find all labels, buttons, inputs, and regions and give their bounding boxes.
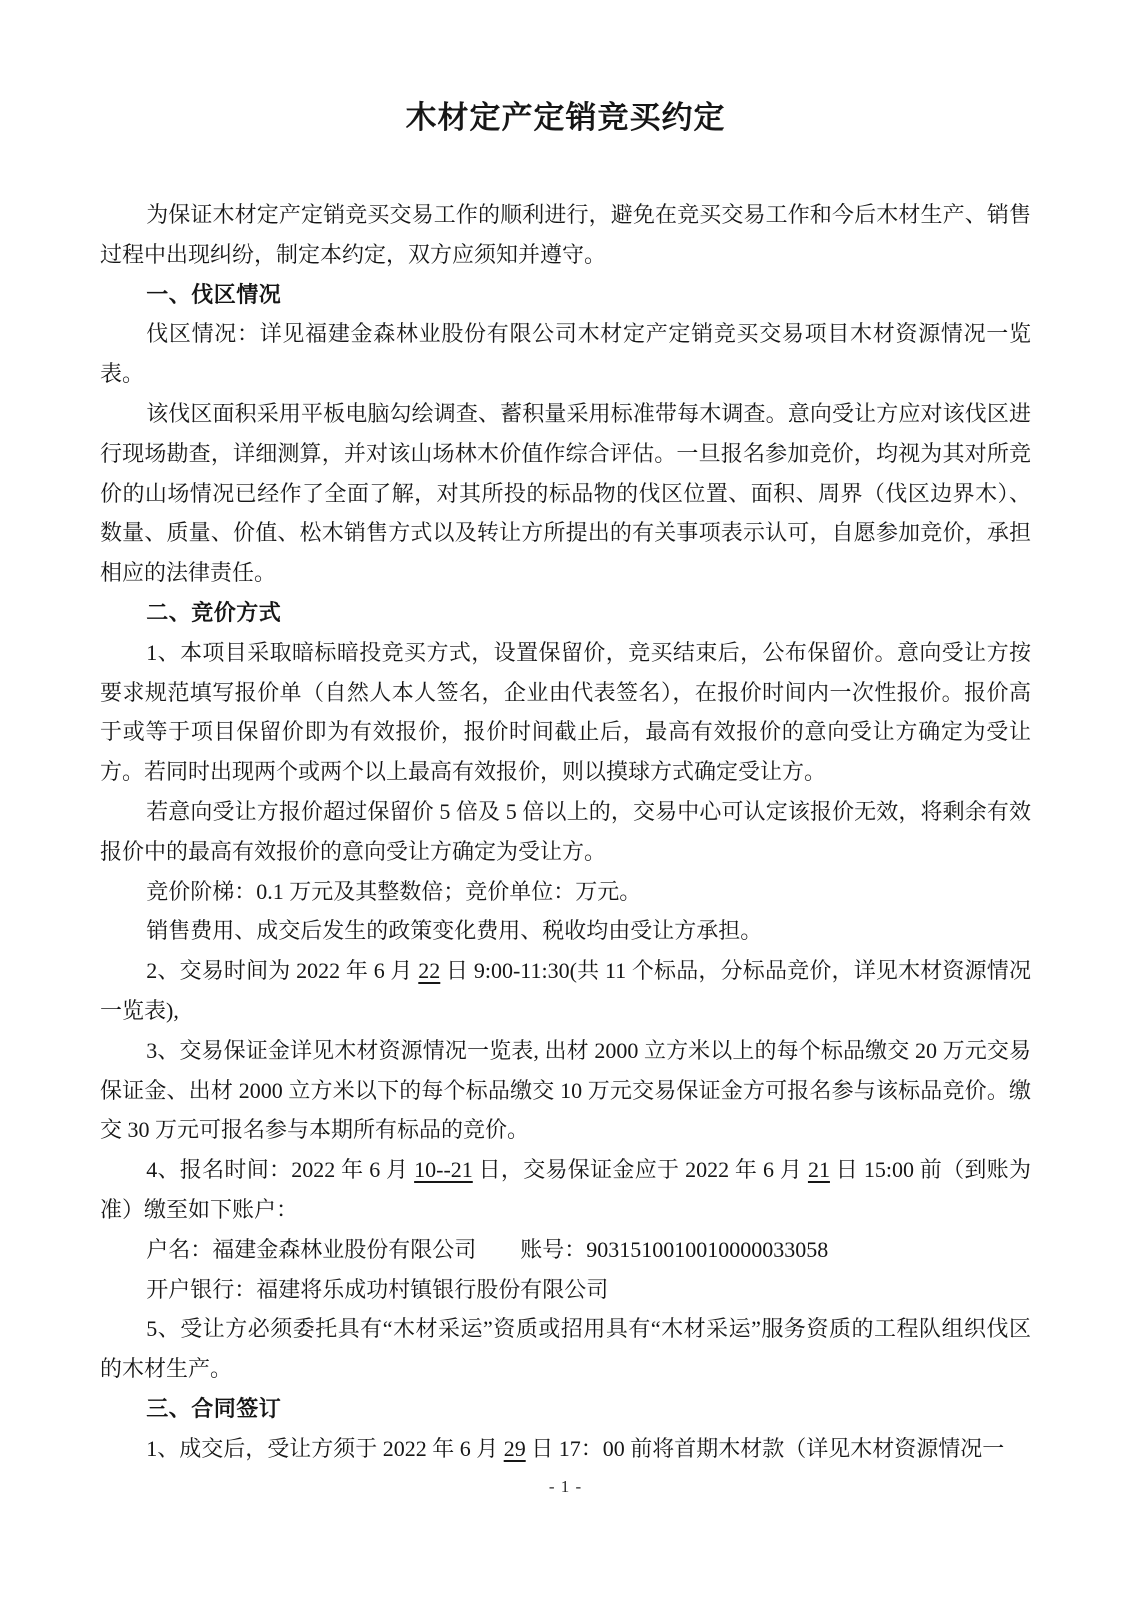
underlined-date-text: 21 [807,1157,830,1183]
paragraph [100,1429,1031,1469]
text-run: 竞价阶梯：0.1 万元及其整数倍；竞价单位：万元。 [146,878,642,904]
text-run: 该伐区面积采用平板电脑勾绘调查、蓄积量采用标准带每木调查。意向受让方应对该伐区进行现场勘查，详细测算，并对该山场林木价值作综合评估。一旦报名参加竞价，均视为其对所竞价的山场情况已经作了全面了解，对其所投的标品物的伐区位置、面积、周界（伐区边界木）、数量、质量、价值、松木销售方式以及转让方所提出的有关事项表示认可，自愿参加竞价，承担相应的法律责任。 [100,400,1031,586]
paragraph [100,1150,1031,1230]
paragraph [100,911,1031,951]
text-run: 日，交易保证金应于 2022 年 6 月 [472,1157,808,1183]
underlined-date-text: 29 [503,1435,526,1461]
paragraph [100,195,1031,275]
text-run: 三、合同签订 [146,1395,282,1421]
page-number: - 1 - [548,1477,583,1496]
section-heading [100,1389,1031,1429]
text-run: 销售费用、成交后发生的政策变化费用、税收均由受让方承担。 [146,918,763,944]
paragraph [100,314,1031,394]
paragraph [100,1270,1031,1310]
document-body [100,195,1031,1469]
underlined-date-text: 22 [418,958,441,984]
section-heading [100,275,1031,315]
text-run: 4、报名时间：2022 年 6 月 [146,1157,415,1183]
paragraph [100,951,1031,1031]
text-run: 3、交易保证金详见木材资源情况一览表, 出材 2000 立方米以上的每个标品缴交 20 万元交易保证金、出材 2000 立方米以下的每个标品缴交 10 万元交易保证金方可报名参与该标品竞价。缴交 30 万元可报名参与本期所有标品的竞价。 [100,1037,1031,1143]
paragraph [100,872,1031,912]
text-run: 日 9:00-11:30(共 11 个标品，分标品竞价，详见木材资源情况一览表), [100,958,1031,1023]
text-run: 户名：福建金森林业股份有限公司 账号：9031510010010000033058 [146,1236,829,1262]
text-run: 为保证木材定产定销竞买交易工作的顺利进行，避免在竞买交易工作和今后木材生产、销售过程中出现纠纷，制定本约定，双方应须知并遵守。 [100,202,1031,267]
text-run: 日 17：00 前将首期木材款（详见木材资源情况一 [525,1435,1005,1461]
text-run: 一、伐区情况 [146,281,282,307]
paragraph [100,1309,1031,1389]
paragraph [100,792,1031,872]
paragraph [100,633,1031,792]
paragraph [100,1031,1031,1150]
paragraph [100,1230,1031,1270]
paragraph [100,394,1031,593]
text-run: 开户银行：福建将乐成功村镇银行股份有限公司 [146,1276,609,1302]
text-run: 二、竞价方式 [146,599,282,625]
text-run: 2、交易时间为 2022 年 6 月 [146,958,419,984]
text-run: 日 15:00 前（到账为准）缴至如下账户： [100,1157,1031,1222]
section-heading [100,593,1031,633]
text-run: 1、成交后，受让方须于 2022 年 6 月 [146,1435,504,1461]
text-run: 1、本项目采取暗标暗投竞买方式，设置保留价，竞买结束后，公布保留价。意向受让方按要求规范填写报价单（自然人本人签名，企业由代表签名），在报价时间内一次性报价。报价高于或等于项目保留价即为有效报价，报价时间截止后，最高有效报价的意向受让方确定为受让方。若同时出现两个或两个以上最高有效报价，则以摸球方式确定受让方。 [100,639,1031,785]
text-run: 伐区情况：详见福建金森林业股份有限公司木材定产定销竞买交易项目木材资源情况一览表。 [100,321,1031,387]
underlined-date-text: 10--21 [414,1157,473,1183]
document-title: 木材定产定销竞买约定 [405,100,726,135]
text-run: 若意向受让方报价超过保留价 5 倍及 5 倍以上的，交易中心可认定该报价无效，将剩余有效报价中的最高有效报价的意向受让方确定为受让方。 [100,798,1031,864]
text-run: 5、受让方必须委托具有“木材采运”资质或招用具有“木材采运”服务资质的工程队组织伐区的木材生产。 [100,1316,1031,1382]
